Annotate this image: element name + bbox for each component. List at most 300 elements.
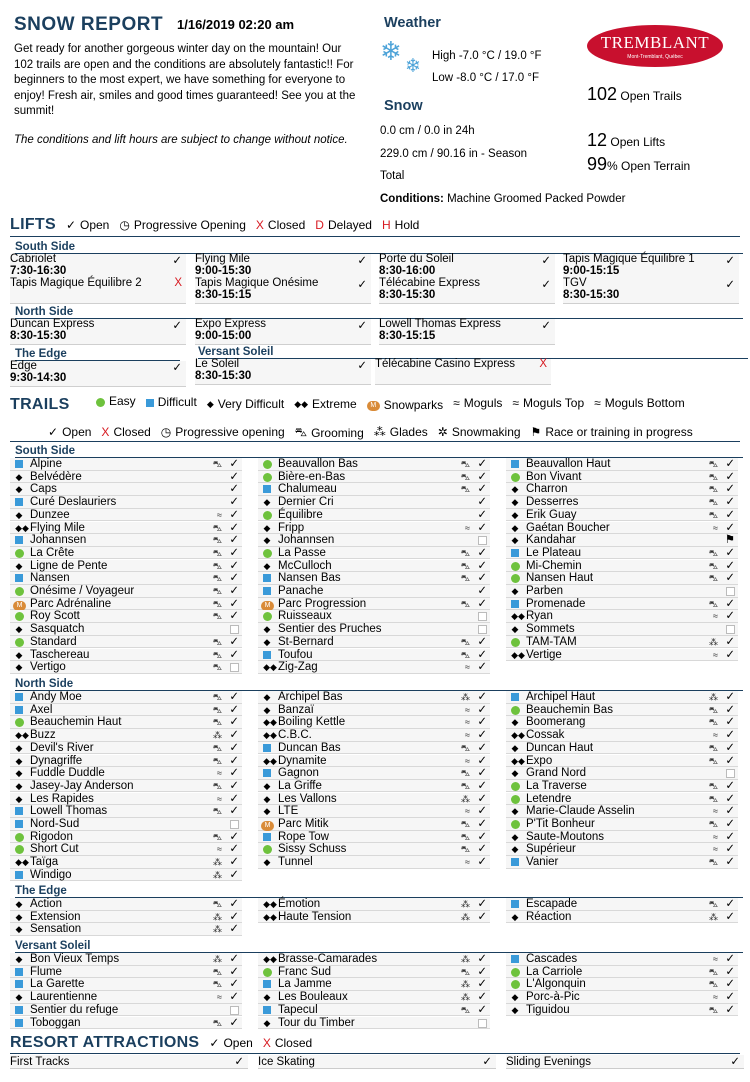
open-check-icon: ✓ xyxy=(730,1056,740,1068)
trail-franc-sud[interactable] xyxy=(258,966,490,979)
trail-sasquatch[interactable] xyxy=(10,623,242,636)
open-check-icon: ✓ xyxy=(482,1056,492,1068)
trail-name: Tiguidou xyxy=(526,1003,570,1016)
open-check-icon: ✓ xyxy=(725,470,735,483)
trail-marie-claude-asselin[interactable] xyxy=(506,805,738,818)
trail-axel[interactable] xyxy=(10,704,242,717)
open-lifts-label: Open Lifts xyxy=(610,135,666,149)
empty-box-icon xyxy=(478,612,487,621)
trail-c-b-c[interactable] xyxy=(258,729,490,742)
trail-vertigo[interactable] xyxy=(10,661,242,674)
trail-name: Beauchemin Haut xyxy=(30,716,122,729)
difficulty-symbol xyxy=(13,623,25,636)
trail-duncan-bas[interactable] xyxy=(258,742,490,755)
attraction-first-tracks[interactable] xyxy=(10,1055,248,1069)
trail-charron[interactable] xyxy=(506,483,738,496)
trail-fuddle-duddle[interactable] xyxy=(10,767,242,780)
grooming-icon: ⛍ xyxy=(212,535,222,546)
lift-tgv[interactable] xyxy=(563,278,739,304)
lift-le-soleil[interactable] xyxy=(195,359,371,385)
trails-section-header xyxy=(10,396,70,414)
trail-sensation[interactable] xyxy=(10,923,242,936)
trail-cossak[interactable] xyxy=(506,729,738,742)
open-check-icon: ✓ xyxy=(172,362,182,374)
empty-box-icon xyxy=(726,769,735,778)
trail-sommets[interactable] xyxy=(506,623,738,636)
trail-cure-deslauriers[interactable] xyxy=(10,496,242,509)
diamond-icon: ◆ xyxy=(511,911,519,922)
trail-dynagriffe[interactable] xyxy=(10,755,242,768)
grooming-icon: ⛍ xyxy=(212,547,222,558)
trail-dunzee[interactable] xyxy=(10,509,242,522)
grooming-icon: ⛍ xyxy=(212,806,222,817)
diamond-icon: ◆ xyxy=(263,806,271,817)
trail-devil-s-river[interactable] xyxy=(10,742,242,755)
trail-ruisseaux[interactable] xyxy=(258,610,490,623)
trail-name: Ruisseaux xyxy=(278,610,332,623)
diamond-icon: ◆◆ xyxy=(294,399,309,409)
legend-symbol: D xyxy=(315,218,324,232)
diamond-icon: ◆ xyxy=(263,624,271,635)
trail-johannsen[interactable] xyxy=(258,534,490,547)
difficult-square-icon xyxy=(146,399,154,407)
trail-biere-en-bas[interactable] xyxy=(258,471,490,484)
trail-name: Chalumeau xyxy=(278,483,337,496)
trail-gaetan-boucher[interactable] xyxy=(506,522,738,535)
trail-jasey-jay-anderson[interactable] xyxy=(10,780,242,793)
lifts-legend xyxy=(66,218,429,232)
easy-circle-icon xyxy=(511,980,520,989)
report-datetime: 1/16/2019 02:20 am xyxy=(177,17,295,32)
trail-alpine[interactable] xyxy=(10,458,242,471)
diamond-icon: ◆ xyxy=(15,793,23,804)
grooming-icon: ⛍ xyxy=(708,484,718,495)
trail-name: Lowell Thomas xyxy=(30,805,108,818)
difficulty-symbol xyxy=(261,755,279,768)
trail-extension[interactable] xyxy=(10,911,242,924)
lift-name: Tapis Magique Équilibre 1 xyxy=(563,253,695,265)
attraction-ice-skating[interactable] xyxy=(258,1055,496,1069)
trail-name: Les Rapides xyxy=(30,792,94,805)
open-check-icon: ✓ xyxy=(477,754,487,767)
grooming-icon: ⛍ xyxy=(460,471,470,482)
trail-name: Sentier des Pruches xyxy=(278,623,382,636)
difficulty-symbol xyxy=(261,534,273,547)
trail-tunnel[interactable] xyxy=(258,856,490,869)
empty-box-icon xyxy=(478,536,487,545)
trail-name: Short Cut xyxy=(30,843,79,856)
trail-standard[interactable] xyxy=(10,636,242,649)
difficult-square-icon xyxy=(263,980,271,988)
difficult-square-icon xyxy=(15,693,23,701)
trail-name: Archipel Bas xyxy=(278,691,343,703)
trail-chalumeau[interactable] xyxy=(258,483,490,496)
trail-vertige[interactable] xyxy=(506,649,738,662)
difficulty-symbol xyxy=(509,898,521,912)
grooming-icon: ⛍ xyxy=(460,1004,470,1015)
lift-telecabine-express[interactable] xyxy=(379,278,555,304)
trail-sissy-schuss[interactable] xyxy=(258,843,490,856)
diamond-icon: ◆ xyxy=(511,768,519,779)
trail-la-griffe[interactable] xyxy=(258,780,490,793)
grooming-icon: ⛍ xyxy=(708,547,718,558)
trail-emotion[interactable] xyxy=(258,898,490,911)
trail-gagnon[interactable] xyxy=(258,767,490,780)
trail-reaction[interactable] xyxy=(506,911,738,924)
trail-lowell-thomas[interactable] xyxy=(10,805,242,818)
trail-la-carriole[interactable] xyxy=(506,966,738,979)
open-check-icon: ✓ xyxy=(725,779,735,792)
trail-name: Extension xyxy=(30,910,81,923)
diamond-icon: ◆ xyxy=(15,924,23,935)
double-diamond-icon: ◆◆ xyxy=(263,755,277,766)
trail-tour-du-timber[interactable] xyxy=(258,1017,490,1030)
difficulty-symbol xyxy=(261,911,279,924)
trail-flying-mile[interactable] xyxy=(10,522,242,535)
open-terrain-count: 99 xyxy=(587,154,608,174)
trail-boomerang[interactable] xyxy=(506,716,738,729)
lift-legend-hold xyxy=(382,218,419,232)
diamond-icon: ◆ xyxy=(511,509,519,520)
trail-escapade[interactable] xyxy=(506,898,738,911)
lift-legend-closed xyxy=(256,218,305,232)
lift-edge[interactable] xyxy=(10,361,186,387)
moguls-icon: ≈ xyxy=(713,992,718,1003)
trail-nansen[interactable] xyxy=(10,572,242,585)
trail-cascades[interactable] xyxy=(506,953,738,966)
easy-circle-icon xyxy=(263,968,272,977)
trail-equilibre[interactable] xyxy=(258,509,490,522)
trail-beauvallon-bas[interactable] xyxy=(258,458,490,471)
difficulty-symbol xyxy=(13,661,25,674)
grooming-icon: ⛍ xyxy=(212,573,222,584)
moguls-icon: ≈ xyxy=(713,730,718,741)
diamond-icon: ◆ xyxy=(15,992,23,1003)
open-check-icon: ✓ xyxy=(541,320,551,332)
grooming-icon: ⛍ xyxy=(460,649,470,660)
trail-name: Vertigo xyxy=(30,661,66,674)
trail-name: Supérieur xyxy=(526,843,576,856)
easy-circle-icon xyxy=(511,638,520,647)
trail-la-jamme[interactable] xyxy=(258,978,490,991)
trail-roy-scott[interactable] xyxy=(10,610,242,623)
trail-parc-adrenaline[interactable] xyxy=(10,598,242,611)
trail-name: Parc Adrénaline xyxy=(30,597,112,610)
trail-mi-chemin[interactable] xyxy=(506,560,738,573)
trail-taiga[interactable] xyxy=(10,856,242,869)
trail-saute-moutons[interactable] xyxy=(506,831,738,844)
trail-belvedere[interactable] xyxy=(10,471,242,484)
trail-short-cut[interactable] xyxy=(10,843,242,856)
open-check-icon: ✓ xyxy=(725,691,735,703)
trail-nord-sud[interactable] xyxy=(10,818,242,831)
trail-desserres[interactable] xyxy=(506,496,738,509)
attraction-sliding-evenings[interactable] xyxy=(506,1055,744,1069)
open-check-icon: ✓ xyxy=(725,610,735,623)
legend-label: Hold xyxy=(394,218,420,232)
trail-onesime-voyageur[interactable] xyxy=(10,585,242,598)
trail-parc-progression[interactable] xyxy=(258,598,490,611)
easy-circle-icon xyxy=(15,587,24,596)
trail-caps[interactable] xyxy=(10,483,242,496)
open-check-icon: ✓ xyxy=(725,458,735,470)
trail-le-plateau[interactable] xyxy=(506,547,738,560)
diamond-icon: ◆ xyxy=(511,806,519,817)
trail-toufou[interactable] xyxy=(258,649,490,662)
moguls-icon: ≈ xyxy=(465,755,470,766)
lift-tapis-magique-equilibre-1[interactable] xyxy=(563,254,739,280)
trail-la-passe[interactable] xyxy=(258,547,490,560)
open-check-icon: ✓ xyxy=(477,458,487,470)
trail-la-traverse[interactable] xyxy=(506,780,738,793)
snow-24h: 0.0 cm / 0.0 in 24h xyxy=(380,125,475,137)
difficulty-symbol xyxy=(261,522,273,535)
moguls-icon: ≈ xyxy=(512,396,519,410)
moguls-icon: ≈ xyxy=(713,611,718,622)
open-check-icon: ✓ xyxy=(172,255,182,267)
open-check-icon: ✓ xyxy=(477,965,487,978)
trail-porc-a-pic[interactable] xyxy=(506,991,738,1004)
trail-bon-vieux-temps[interactable] xyxy=(10,953,242,966)
trail-lte[interactable] xyxy=(258,805,490,818)
trail-name: Ryan xyxy=(526,610,553,623)
trail-name: Duncan Bas xyxy=(278,741,341,754)
trail-name: Bon Vivant xyxy=(526,470,582,483)
double-diamond-icon: ◆◆ xyxy=(511,755,525,766)
trail-beauchemin-bas[interactable] xyxy=(506,704,738,717)
difficulty-symbol xyxy=(509,716,521,729)
diamond-icon: ◆ xyxy=(15,509,23,520)
lift-expo-express[interactable] xyxy=(195,319,371,345)
difficulty-symbol xyxy=(13,805,25,819)
open-check-icon: ✓ xyxy=(357,360,367,372)
diamond-icon: ◆ xyxy=(15,755,23,766)
trail-laurentienne[interactable] xyxy=(10,991,242,1004)
trail-l-algonquin[interactable] xyxy=(506,978,738,991)
trail-sentier-du-refuge[interactable] xyxy=(10,1004,242,1017)
diamond-icon: ◆ xyxy=(263,793,271,804)
trail-ligne-de-pente[interactable] xyxy=(10,560,242,573)
trail-les-rapides[interactable] xyxy=(10,793,242,806)
open-check-icon: ✓ xyxy=(725,279,735,291)
open-check-icon: ✓ xyxy=(229,978,239,991)
trail-la-crete[interactable] xyxy=(10,547,242,560)
trail-name: Les Vallons xyxy=(278,792,337,805)
open-check-icon: ✓ xyxy=(477,661,487,674)
open-check-icon: ✓ xyxy=(229,729,239,742)
difficulty-symbol xyxy=(509,649,527,662)
trail-vanier[interactable] xyxy=(506,856,738,869)
open-check-icon: ✓ xyxy=(229,991,239,1004)
trail-beauchemin-haut[interactable] xyxy=(10,716,242,729)
lift-hours: 9:00-15:30 xyxy=(195,265,252,277)
difficulty-symbol xyxy=(13,729,31,742)
moguls-icon: ≈ xyxy=(465,662,470,673)
trail-name: La Garette xyxy=(30,978,85,991)
lift-name: Télécabine Casino Express xyxy=(375,358,515,370)
trail-brasse-camarades[interactable] xyxy=(258,953,490,966)
trail-name: Sentier du refuge xyxy=(30,1003,119,1016)
trail-superieur[interactable] xyxy=(506,843,738,856)
trail-p-tit-bonheur[interactable] xyxy=(506,818,738,831)
trail-fripp[interactable] xyxy=(258,522,490,535)
grooming-icon: ⛍ xyxy=(708,793,718,804)
difficult-square-icon xyxy=(263,769,271,777)
open-check-icon: ✓ xyxy=(725,910,735,923)
moguls-icon: ≈ xyxy=(465,806,470,817)
empty-box-icon xyxy=(230,1006,239,1015)
legend-label: Extreme xyxy=(312,397,357,411)
trail-name: Archipel Haut xyxy=(526,691,596,703)
difficulty-symbol xyxy=(13,966,25,980)
diamond-icon: ◆ xyxy=(263,1017,271,1028)
grooming-icon: ⛍ xyxy=(212,831,222,842)
easy-circle-icon xyxy=(511,473,520,482)
open-check-icon: ✓ xyxy=(725,546,735,559)
trail-name: Les Bouleaux xyxy=(278,991,348,1004)
trail-sentier-des-pruches[interactable] xyxy=(258,623,490,636)
trail-buzz[interactable] xyxy=(10,729,242,742)
grooming-icon: ⛍ xyxy=(708,1004,718,1015)
open-check-icon: ✓ xyxy=(357,279,367,291)
double-diamond-icon: ◆◆ xyxy=(511,730,525,741)
open-check-icon: ✓ xyxy=(725,830,735,843)
open-terrain-label: % Open Terrain xyxy=(607,159,691,173)
trail-ryan[interactable] xyxy=(506,610,738,623)
moguls-icon: ≈ xyxy=(217,844,222,855)
trail-letendre[interactable] xyxy=(506,793,738,806)
trail-name: Devil's River xyxy=(30,741,94,754)
trail-la-garette[interactable] xyxy=(10,978,242,991)
difficult-square-icon xyxy=(15,706,23,714)
trail-name: Tapecul xyxy=(278,1003,318,1016)
trail-rope-tow[interactable] xyxy=(258,831,490,844)
difficulty-symbol xyxy=(13,560,25,573)
legend-label: Snowparks xyxy=(383,398,444,412)
trail-name: Alpine xyxy=(30,458,62,470)
trail-tam-tam[interactable] xyxy=(506,636,738,649)
difficulty-symbol xyxy=(13,458,25,472)
trail-dernier-cri[interactable] xyxy=(258,496,490,509)
trail-panache[interactable] xyxy=(258,585,490,598)
difficulty-symbol xyxy=(261,978,273,992)
trail-toboggan[interactable] xyxy=(10,1017,242,1030)
lift-hours: 8:30-15:30 xyxy=(563,289,620,301)
trail-les-vallons[interactable] xyxy=(258,793,490,806)
trail-name: Erik Guay xyxy=(526,508,577,521)
open-check-icon: ✓ xyxy=(725,741,735,754)
lift-tapis-magique-equilibre-2[interactable] xyxy=(10,278,186,304)
trail-name: Taïga xyxy=(30,856,59,869)
empty-box-icon xyxy=(230,625,239,634)
attraction-legend-open xyxy=(209,1036,252,1050)
trail-taschereau[interactable] xyxy=(10,649,242,662)
trail-parben[interactable] xyxy=(506,585,738,598)
trail-mcculloch[interactable] xyxy=(258,560,490,573)
trail-grand-nord[interactable] xyxy=(506,767,738,780)
trail-name: Sissy Schuss xyxy=(278,843,347,856)
trail-promenade[interactable] xyxy=(506,598,738,611)
trail-kandahar[interactable] xyxy=(506,534,738,547)
lift-tapis-magique-onesime[interactable] xyxy=(195,278,371,304)
difficulty-symbol xyxy=(509,598,521,612)
trail-flume[interactable] xyxy=(10,966,242,979)
trail-haute-tension[interactable] xyxy=(258,911,490,924)
difficulty-symbol xyxy=(509,755,527,768)
trail-duncan-haut[interactable] xyxy=(506,742,738,755)
open-check-icon: ✓ xyxy=(229,856,239,869)
trail-parc-mitik[interactable] xyxy=(258,818,490,831)
difficulty-symbol xyxy=(261,572,273,586)
trail-zig-zag[interactable] xyxy=(258,661,490,674)
open-check-icon: ✓ xyxy=(477,572,487,585)
trail-rigodon[interactable] xyxy=(10,831,242,844)
trail-archipel-bas[interactable] xyxy=(258,691,490,704)
difficult-square-icon xyxy=(511,955,519,963)
attraction-legend-closed xyxy=(263,1036,312,1050)
empty-box-icon xyxy=(230,820,239,829)
trail-name: Buzz xyxy=(30,729,56,742)
trail-name: Boomerang xyxy=(526,716,586,729)
trail-bon-vivant[interactable] xyxy=(506,471,738,484)
lift-duncan-express[interactable] xyxy=(10,319,186,345)
trail-boiling-kettle[interactable] xyxy=(258,716,490,729)
glades-icon: ⁂ xyxy=(461,692,470,702)
trail-beauvallon-haut[interactable] xyxy=(506,458,738,471)
trail-nansen-bas[interactable] xyxy=(258,572,490,585)
trail-expo[interactable] xyxy=(506,755,738,768)
trail-name: Sommets xyxy=(526,623,575,636)
trail-name: La Griffe xyxy=(278,779,322,792)
trail-andy-moe[interactable] xyxy=(10,691,242,704)
trail-banzai[interactable] xyxy=(258,704,490,717)
double-diamond-icon: ◆◆ xyxy=(511,649,525,660)
trail-name: Ligne de Pente xyxy=(30,559,108,572)
difficult-square-icon xyxy=(263,651,271,659)
legend-symbol: H xyxy=(381,218,391,232)
open-check-icon: ✓ xyxy=(477,910,487,923)
trail-johannsen[interactable] xyxy=(10,534,242,547)
difficulty-symbol xyxy=(13,978,25,992)
difficulty-symbol xyxy=(261,767,273,781)
easy-circle-icon xyxy=(511,574,520,583)
trails-status-legend xyxy=(48,425,748,441)
trail-tiguidou[interactable] xyxy=(506,1004,738,1017)
trail-st-bernard[interactable] xyxy=(258,636,490,649)
tremblant-logo[interactable] xyxy=(587,25,723,67)
open-check-icon: ✓ xyxy=(477,703,487,716)
trail-nansen-haut[interactable] xyxy=(506,572,738,585)
difficulty-symbol xyxy=(509,522,521,535)
trail-name: Taschereau xyxy=(30,648,90,661)
easy-circle-icon xyxy=(15,612,24,621)
trail-les-bouleaux[interactable] xyxy=(258,991,490,1004)
trail-dynamite[interactable] xyxy=(258,755,490,768)
trail-action[interactable] xyxy=(10,898,242,911)
snowpark-icon: M xyxy=(13,601,26,611)
trail-name: Dernier Cri xyxy=(278,496,334,509)
trail-windigo[interactable] xyxy=(10,869,242,882)
legend-label: Glades xyxy=(389,425,428,439)
lift-hours: 8:30-15:15 xyxy=(195,289,252,301)
trail-archipel-haut[interactable] xyxy=(506,691,738,704)
lift-telecabine-casino-express[interactable] xyxy=(375,359,551,385)
difficulty-symbol xyxy=(13,767,25,780)
trail-name: Jasey-Jay Anderson xyxy=(30,779,134,792)
trail-erik-guay[interactable] xyxy=(506,509,738,522)
trail-tapecul[interactable] xyxy=(258,1004,490,1017)
lift-lowell-thomas-express[interactable] xyxy=(379,319,555,345)
